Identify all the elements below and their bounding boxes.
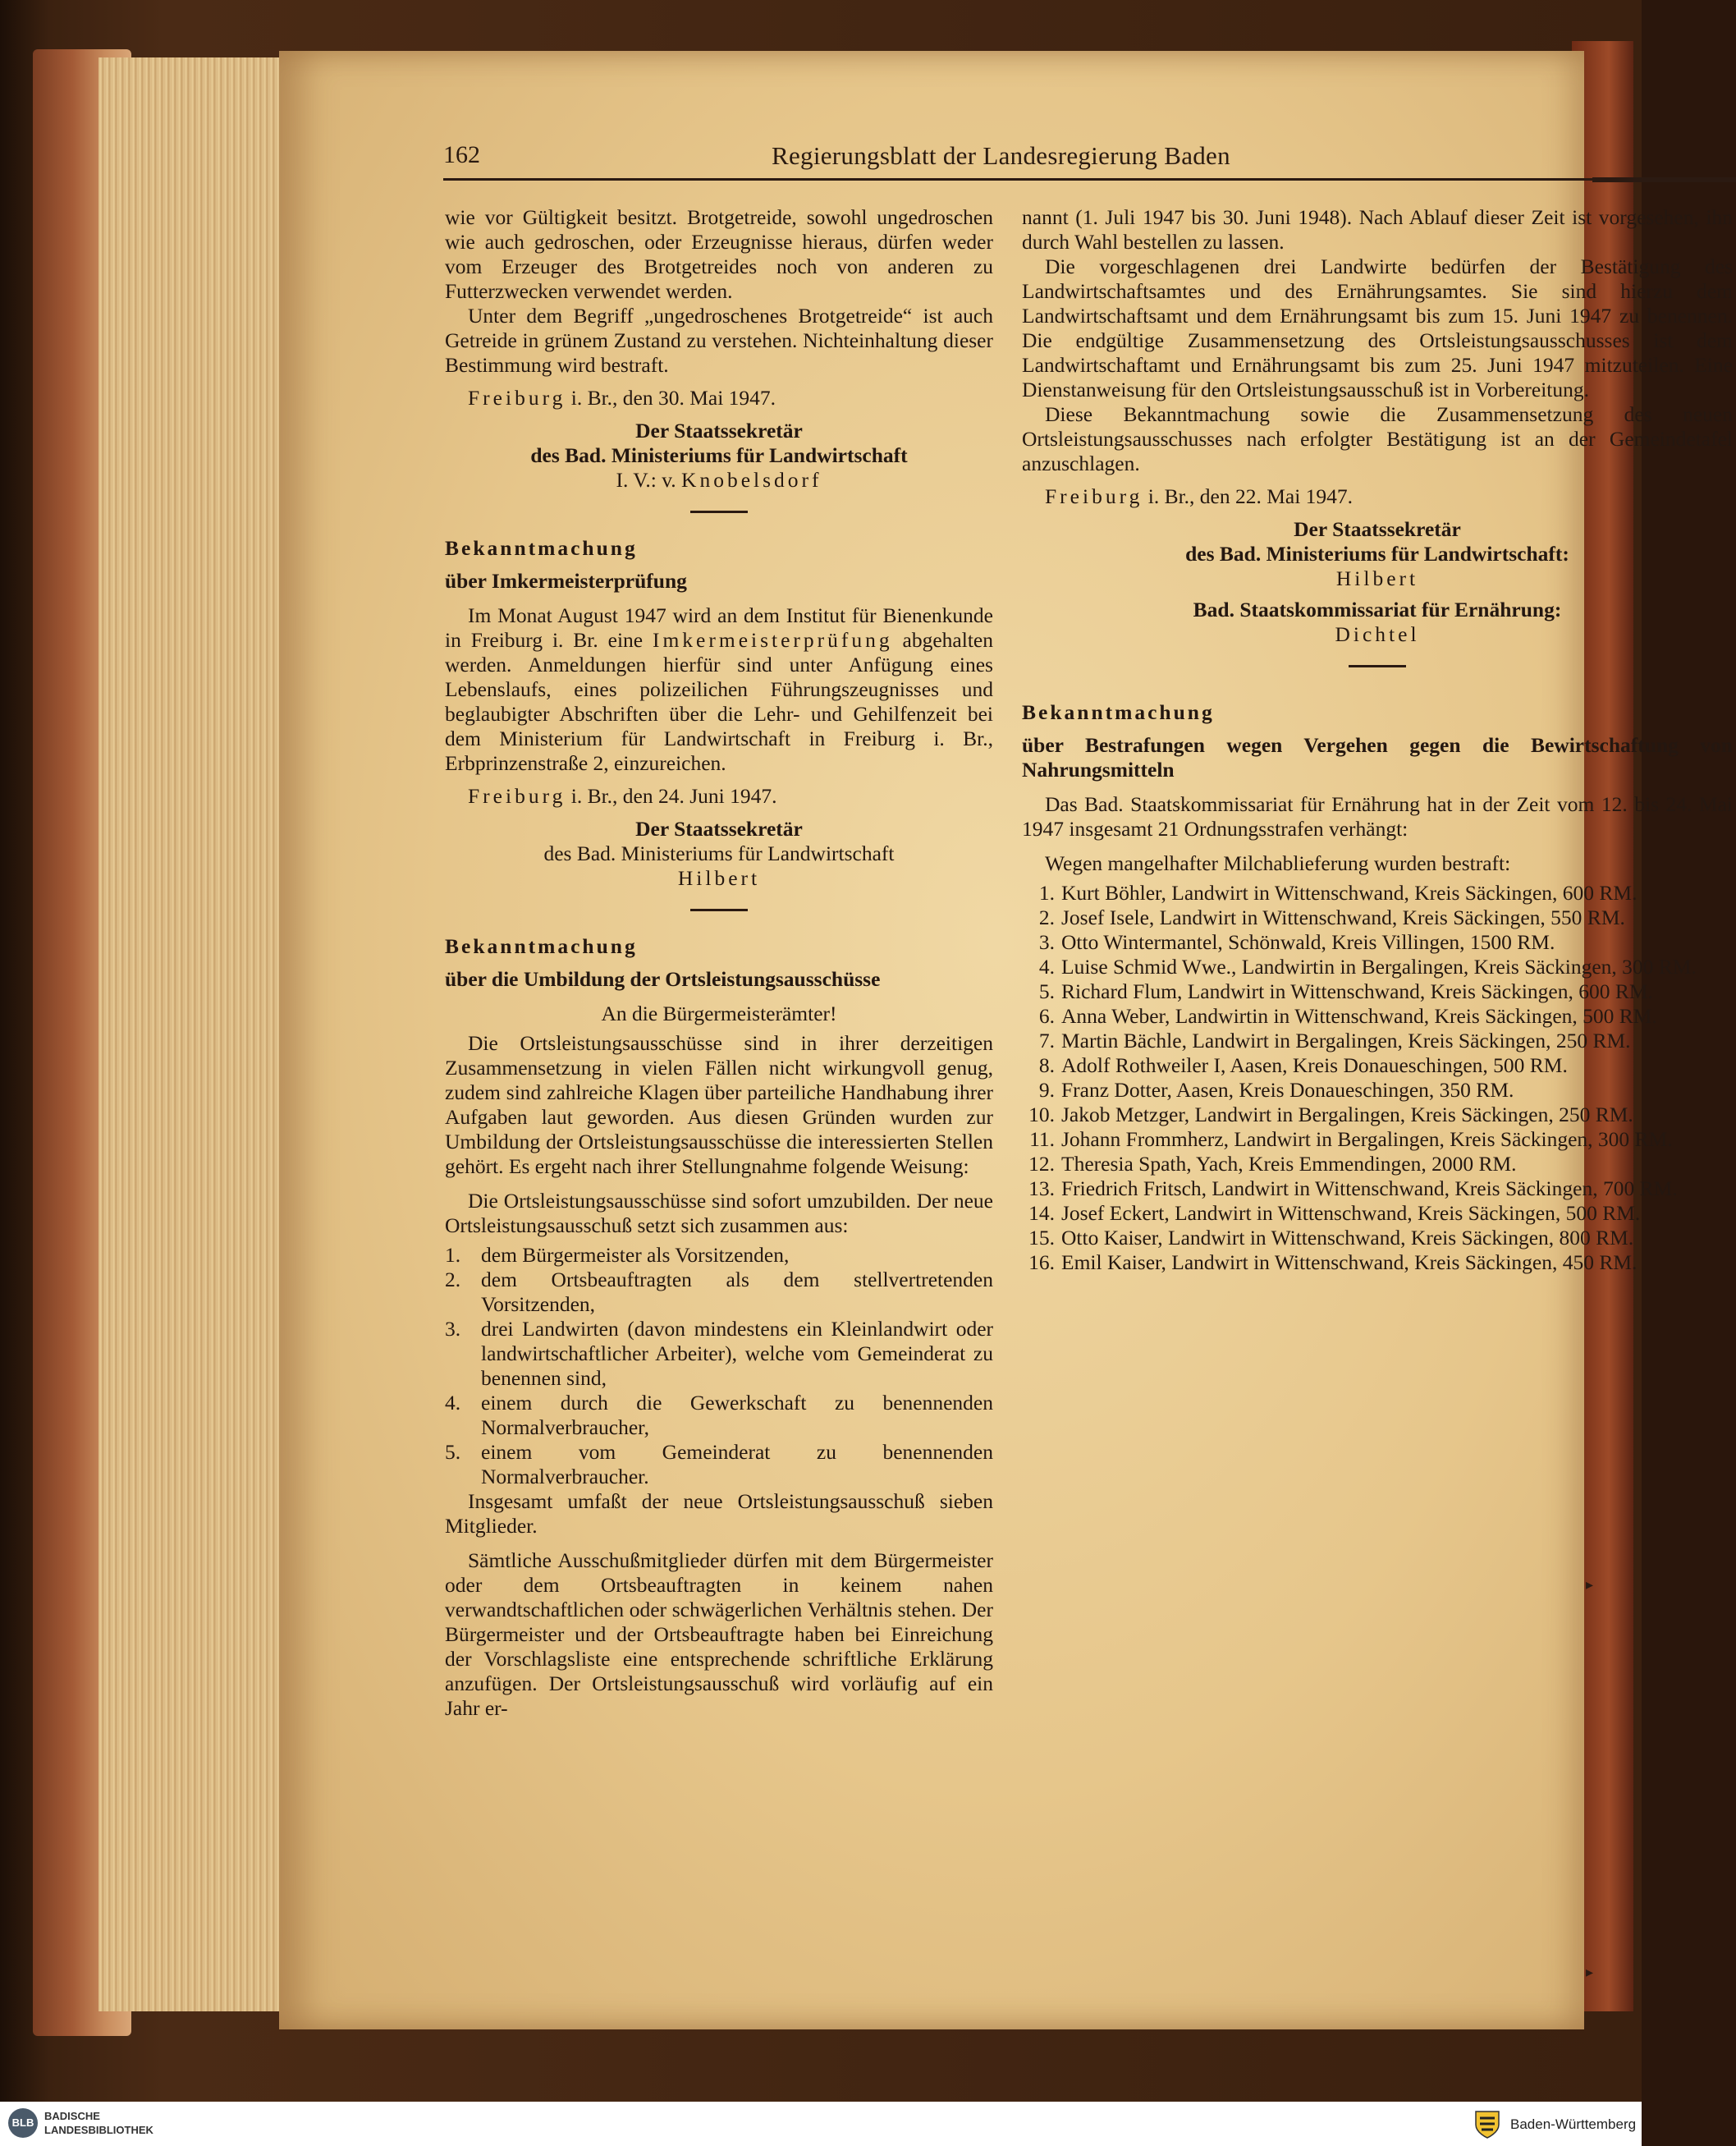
list-item: [1022, 1029, 1733, 1053]
signature-ministry: des Bad. Ministeriums für Landwirtschaft: [543, 841, 895, 865]
dateline-city: Freiburg: [468, 386, 566, 410]
paragraph: nannt (1. Juli 1947 bis 30. Juni 1948). Nach Ablauf dieser Zeit ist vorgesehen, ihn durch Wahl bestellen zu lassen.: [1022, 205, 1733, 254]
signature-name: Hilbert: [1335, 566, 1419, 590]
document-page: [279, 51, 1733, 2029]
list-item: [1022, 955, 1733, 979]
list-item-number: 15.: [1028, 1226, 1055, 1250]
signature-title: Der Staatssekretär: [635, 817, 803, 841]
list-item-text: Luise Schmid Wwe., Landwirtin in Bergalingen, Kreis Säckingen, 300 RM.: [1061, 955, 1697, 979]
list-item: [1022, 1176, 1733, 1201]
list-item: [1022, 1053, 1733, 1078]
list-item-number: 2.: [1038, 906, 1055, 929]
list-item-text: Theresia Spath, Yach, Kreis Emmendingen, 2000 RM.: [1061, 1152, 1517, 1176]
library-name-line: LANDESBIBLIOTHEK: [44, 2124, 153, 2136]
text-run: Im Monat August 1947 wird an dem Institut für Bienenkunde in Freiburg i. Br. eine: [445, 603, 993, 652]
list-item: [1022, 1078, 1733, 1103]
list-item-text: einem vom Gemeinderat zu benennenden Normalverbraucher.: [481, 1440, 993, 1488]
list-item-text: einem durch die Gewerkschaft zu benennenden Normalverbraucher,: [481, 1391, 993, 1439]
list-item-text: Kurt Böhler, Landwirt in Wittenschwand, Kreis Säckingen, 600 RM.: [1061, 881, 1638, 905]
list-item: [1022, 1103, 1733, 1127]
library-name-line: BADISCHE: [44, 2110, 100, 2122]
list-item: [445, 1391, 993, 1440]
list-item-number: 1.: [445, 1243, 461, 1267]
list-item-number: 1.: [1038, 881, 1055, 905]
emphasis: Imkermeisterprüfung: [652, 628, 893, 652]
list-item-text: Otto Wintermantel, Schönwald, Kreis Villingen, 1500 RM.: [1061, 930, 1555, 954]
list-item-number: 5.: [1038, 979, 1055, 1003]
page-edges: [98, 57, 287, 2011]
list-item: [1022, 906, 1733, 930]
signature-ministry: des Bad. Ministeriums für Landwirtschaft:: [1185, 542, 1569, 566]
list-item-number: 8.: [1038, 1053, 1055, 1077]
paragraph: Diese Bekanntmachung sowie die Zusammensetzung des neuen Ortsleistungsausschusses nach erfolgter Bestätigung ist an der Gemeindetafel anzuschlagen.: [1022, 402, 1733, 475]
section-heading: Bekanntmachung: [445, 536, 638, 560]
paragraph: Insgesamt umfaßt der neue Ortsleistungsausschuß sieben Mitglieder.: [445, 1489, 993, 1538]
list-item: [1022, 881, 1733, 906]
list-item-text: Friedrich Fritsch, Landwirt in Wittenschwand, Kreis Säckingen, 700 RM.: [1061, 1176, 1678, 1200]
list-item-text: Adolf Rothweiler I, Aasen, Kreis Donaueschingen, 500 RM.: [1061, 1053, 1568, 1077]
list-item-text: Martin Bächle, Landwirt in Bergalingen, Kreis Säckingen, 250 RM.: [1061, 1029, 1631, 1052]
list-item-number: 3.: [445, 1317, 461, 1341]
signature-title: Der Staatssekretär: [1294, 517, 1461, 541]
signature-name: [445, 468, 993, 493]
list-item-number: 13.: [1028, 1176, 1055, 1200]
list-item-text: Josef Isele, Landwirt in Wittenschwand, Kreis Säckingen, 550 RM.: [1061, 906, 1625, 929]
composition-list: [445, 1243, 993, 1489]
list-item: [1022, 1004, 1733, 1029]
page-number: 162: [443, 141, 480, 168]
list-item-text: dem Ortsbeauftragten als dem stellvertretenden Vorsitzenden,: [481, 1268, 993, 1316]
paragraph: Die Ortsleistungsausschüsse sind in ihrer derzeitigen Zusammensetzung in vielen Fällen nicht wirkungvoll genug, zudem sind zahlreiche Klagen über parteiliche Handhabung ihrer Aufgaben laut geworden. Aus diesen Gründen wurden zur Umbildung der Ortsleistungsausschüsse die interessierten Stellen gehört. Es ergeht nach ihrer Stellungnahme folgende Weisung:: [445, 1031, 993, 1178]
list-item: [1022, 930, 1733, 955]
list-item-text: Franz Dotter, Aasen, Kreis Donaueschingen, 350 RM.: [1061, 1078, 1514, 1102]
list-item-number: 16.: [1028, 1250, 1055, 1274]
list-item-number: 4.: [445, 1391, 461, 1415]
section-divider: [690, 909, 748, 911]
salutation: An die Bürgermeisterämter!: [601, 1002, 837, 1025]
signature-name: Hilbert: [677, 866, 761, 890]
signature-prefix: I. V.: v.: [616, 468, 682, 492]
dateline-date: i. Br., den 30. Mai 1947.: [566, 386, 776, 410]
margin-marker: ▸: [1586, 1576, 1594, 1593]
running-head: Regierungsblatt der Landesregierung Baden: [772, 141, 1230, 170]
signature-office: Bad. Staatskommissariat für Ernährung:: [1193, 598, 1562, 621]
paragraph: Unter dem Begriff „ungedroschenes Brotgetreide“ ist auch Getreide in grünem Zustand zu verstehen. Nichteinhaltung dieser Bestimmung wird bestraft.: [445, 304, 993, 377]
header-rule-thick: [1592, 177, 1736, 182]
signature-ministry: des Bad. Ministeriums für Landwirtschaft: [530, 443, 908, 467]
list-item: [1022, 979, 1733, 1004]
section-heading: Bekanntmachung: [1022, 700, 1215, 724]
left-column: [445, 205, 993, 1721]
signature-title: Der Staatssekretär: [635, 419, 803, 442]
list-item-number: 12.: [1028, 1152, 1055, 1176]
list-item-number: 5.: [445, 1440, 461, 1464]
coat-of-arms-icon[interactable]: [1471, 2108, 1504, 2139]
list-item-number: 2.: [445, 1268, 461, 1291]
section-heading: Bekanntmachung: [445, 934, 638, 958]
list-item-number: 3.: [1038, 930, 1055, 954]
paragraph: wie vor Gültigkeit besitzt. Brotgetreide, sowohl ungedroschen wie auch gedroschen, oder Erzeugnisse hieraus, dürfen weder vom Erzeuger des Brotgetreides noch von anderen zu Futterzwecken verwendet werden.: [445, 205, 993, 303]
header-rule: [443, 178, 1736, 181]
paragraph: Sämtliche Ausschußmitglieder dürfen mit dem Bürgermeister oder dem Ortsbeauftragten in keinem nahen verwandtschaftlichen oder schwägerlichen Verhältnis stehen. Der Bürgermeister und der Ortsbeauftragte haben bei Einreichung der Vorschlagsliste eine entsprechende schriftliche Erklärung anzufügen. Der Ortsleistungsausschuß wird vorläufig auf ein Jahr er-: [445, 1548, 993, 1720]
list-item-number: 7.: [1038, 1029, 1055, 1052]
dateline-city: Freiburg: [1045, 484, 1143, 508]
list-item-number: 9.: [1038, 1078, 1055, 1102]
penalty-list: [1022, 881, 1733, 1275]
list-item: [445, 1440, 993, 1489]
list-item: [445, 1317, 993, 1391]
blb-logo[interactable]: BLB: [8, 2108, 38, 2138]
dateline-city: Freiburg: [468, 784, 566, 808]
list-item-text: Johann Frommherz, Landwirt in Bergalingen, Kreis Säckingen, 300 RM.: [1061, 1127, 1673, 1151]
footer-bar: [0, 2102, 1642, 2146]
paragraph: Die vorgeschlagenen drei Landwirte bedürfen der Bestätigung des Landwirtschaftsamtes und des Ernährungsamtes. Sie sind hierzu dem Landwirtschaftsamt und dem Ernährungsamt bis zum 15. Juni 1947 zu benennen. Die endgültige Zusammensetzung des Ortsleistungsausschusses ist dem Landwirtschaftamt und Ernährungsamt bis zum 25. Juni 1947 mitzuteilen. Eine Dienstanweisung für den Ortsleistungsausschuß ist in Vorbereitung.: [1022, 254, 1733, 401]
list-item-text: dem Bürgermeister als Vorsitzenden,: [481, 1243, 790, 1267]
signature-surname: Knobelsdorf: [681, 468, 822, 492]
list-item-number: 14.: [1028, 1201, 1055, 1225]
list-item: [1022, 1152, 1733, 1176]
right-column: [1022, 205, 1733, 1275]
list-item-number: 11.: [1029, 1127, 1055, 1151]
list-item-text: Jakob Metzger, Landwirt in Bergalingen, Kreis Säckingen, 250 RM.: [1061, 1103, 1633, 1126]
list-item-number: 4.: [1038, 955, 1055, 979]
list-item-text: Josef Eckert, Landwirt in Wittenschwand, Kreis Säckingen, 500 RM.: [1061, 1201, 1641, 1225]
dateline: [1022, 484, 1733, 509]
section-subheading: über die Umbildung der Ortsleistungsausschüsse: [445, 967, 881, 991]
paragraph: Wegen mangelhafter Milchablieferung wurden bestraft:: [1045, 851, 1511, 875]
list-item-text: Anna Weber, Landwirtin in Wittenschwand, Kreis Säckingen, 500 RM.: [1061, 1004, 1657, 1028]
state-name: Baden-Württemberg: [1510, 2116, 1637, 2132]
dateline-date: i. Br., den 24. Juni 1947.: [566, 784, 777, 808]
list-item: [445, 1243, 993, 1268]
dateline-date: i. Br., den 22. Mai 1947.: [1143, 484, 1354, 508]
dateline: [445, 784, 993, 809]
list-item: [445, 1268, 993, 1317]
paragraph: Die Ortsleistungsausschüsse sind sofort umzubilden. Der neue Ortsleistungsausschuß setzt sich zusammen aus:: [445, 1189, 993, 1237]
section-subheading: über Imkermeisterprüfung: [445, 569, 687, 593]
list-item-text: Emil Kaiser, Landwirt in Wittenschwand, Kreis Säckingen, 450 RM.: [1061, 1250, 1638, 1274]
section-divider: [690, 511, 748, 513]
list-item-text: drei Landwirten (davon mindestens ein Kleinlandwirt oder landwirtschaftlicher Arbeiter), welche vom Gemeinderat zu benennen sind,: [481, 1317, 993, 1390]
signature-name: Dichtel: [1335, 622, 1420, 646]
list-item: [1022, 1201, 1733, 1226]
paragraph: [445, 603, 993, 776]
list-item-number: 10.: [1028, 1103, 1055, 1126]
library-name: [44, 2109, 153, 2137]
list-item-number: 6.: [1038, 1004, 1055, 1028]
dateline: [445, 386, 993, 410]
section-subheading: über Bestrafungen wegen Vergehen gegen die Bewirtschaftung von Nahrungsmitteln: [1022, 733, 1733, 782]
section-divider: [1349, 665, 1406, 667]
list-item: [1022, 1250, 1733, 1275]
list-item-text: Richard Flum, Landwirt in Wittenschwand, Kreis Säckingen, 600 RM.: [1061, 979, 1653, 1003]
paragraph: Das Bad. Staatskommissariat für Ernährung hat in der Zeit vom 12. bis 24. Mai 1947 insgesamt 21 Ordnungsstrafen verhängt:: [1022, 792, 1733, 841]
list-item-text: Otto Kaiser, Landwirt in Wittenschwand, Kreis Säckingen, 800 RM.: [1061, 1226, 1634, 1250]
text-run: abgehalten werden. Anmeldungen hierfür sind unter Anfügung eines Lebenslaufs, eines polizeilichen Führungszeugnisses und beglaubigter Abschriften über die Lehr- und Gehilfenzeit bei dem Ministerium für Landwirtschaft in Freiburg i. Br., Erbprinzenstraße 2, einzureichen.: [445, 628, 993, 775]
margin-marker: ▸: [1586, 1964, 1594, 1980]
list-item: [1022, 1226, 1733, 1250]
list-item: [1022, 1127, 1733, 1152]
